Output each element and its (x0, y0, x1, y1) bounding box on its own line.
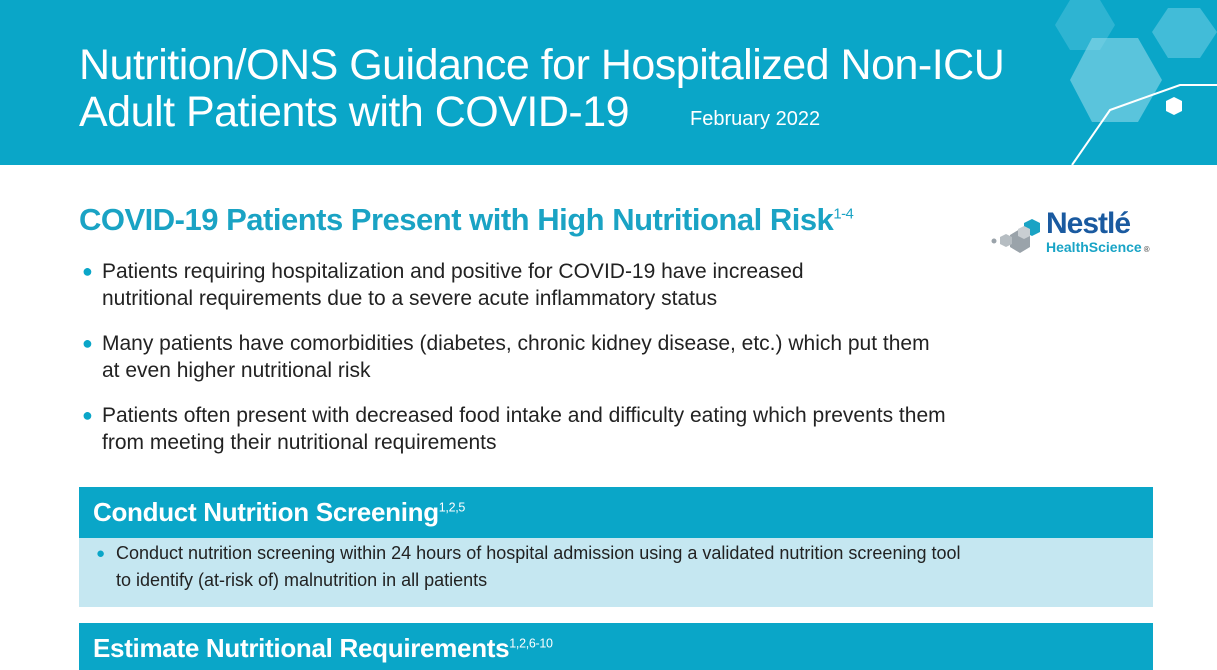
bullet-line: Patients often present with decreased food intake and difficulty eating which prevents them (102, 404, 946, 427)
list-item (82, 330, 1082, 384)
logo-subtitle (1046, 239, 1150, 255)
requirements-panel-header (79, 623, 1153, 670)
reference-superscript: 1,2,6-10 (509, 636, 553, 651)
nestle-health-science-logo (990, 207, 1165, 259)
list-item (82, 402, 1082, 456)
list-item (82, 258, 1082, 312)
screening-panel-body (79, 538, 1153, 607)
reference-superscript: 1,2,5 (438, 500, 466, 515)
bullet-line: at even higher nutritional risk (102, 359, 371, 382)
list-item (96, 540, 961, 594)
logo-cubes-icon (990, 215, 1046, 255)
hexagon-decoration (1040, 0, 1217, 165)
bullet-line: Patients requiring hospitalization and positive for COVID-19 have increased (102, 260, 804, 283)
bullet-line: Many patients have comorbidities (diabetes, chronic kidney disease, etc.) which put them (102, 332, 930, 355)
risk-bullet-list (82, 258, 1082, 474)
bullet-icon: ● (82, 405, 93, 425)
logo-sub-text: HealthScience (1046, 239, 1142, 255)
bullet-line: nutritional requirements due to a severe acute inflammatory status (102, 287, 718, 310)
section-title-text: COVID-19 Patients Present with High Nutritional Risk (79, 202, 834, 237)
screening-title-text: Conduct Nutrition Screening (93, 497, 439, 527)
title-line-1: Nutrition/ONS Guidance for Hospitalized Non-ICU (79, 41, 1005, 89)
bullet-icon: ● (96, 545, 106, 562)
screening-panel-title (93, 497, 465, 528)
section-heading-nutritional-risk (79, 202, 853, 238)
logo-registered-mark: ® (1143, 245, 1150, 254)
screening-panel-header (79, 487, 1153, 538)
reference-superscript: 1-4 (833, 206, 854, 223)
bullet-line: from meeting their nutritional requirements (102, 431, 497, 454)
header-banner (0, 0, 1217, 165)
title-line-2: Adult Patients with COVID-19 (79, 88, 630, 136)
bullet-icon: ● (82, 261, 93, 281)
bullet-line: Conduct nutrition screening within 24 hours of hospital admission using a validated nutrition screening tool (116, 543, 961, 563)
requirements-panel-title (93, 633, 553, 664)
bullet-icon: ● (82, 333, 93, 353)
bullet-line: to identify (at-risk of) malnutrition in all patients (116, 570, 488, 590)
logo-brand: Nestlé (1046, 207, 1131, 240)
page-title (79, 42, 1004, 136)
publication-date: February 2022 (690, 108, 821, 130)
requirements-title-text: Estimate Nutritional Requirements (93, 633, 510, 663)
